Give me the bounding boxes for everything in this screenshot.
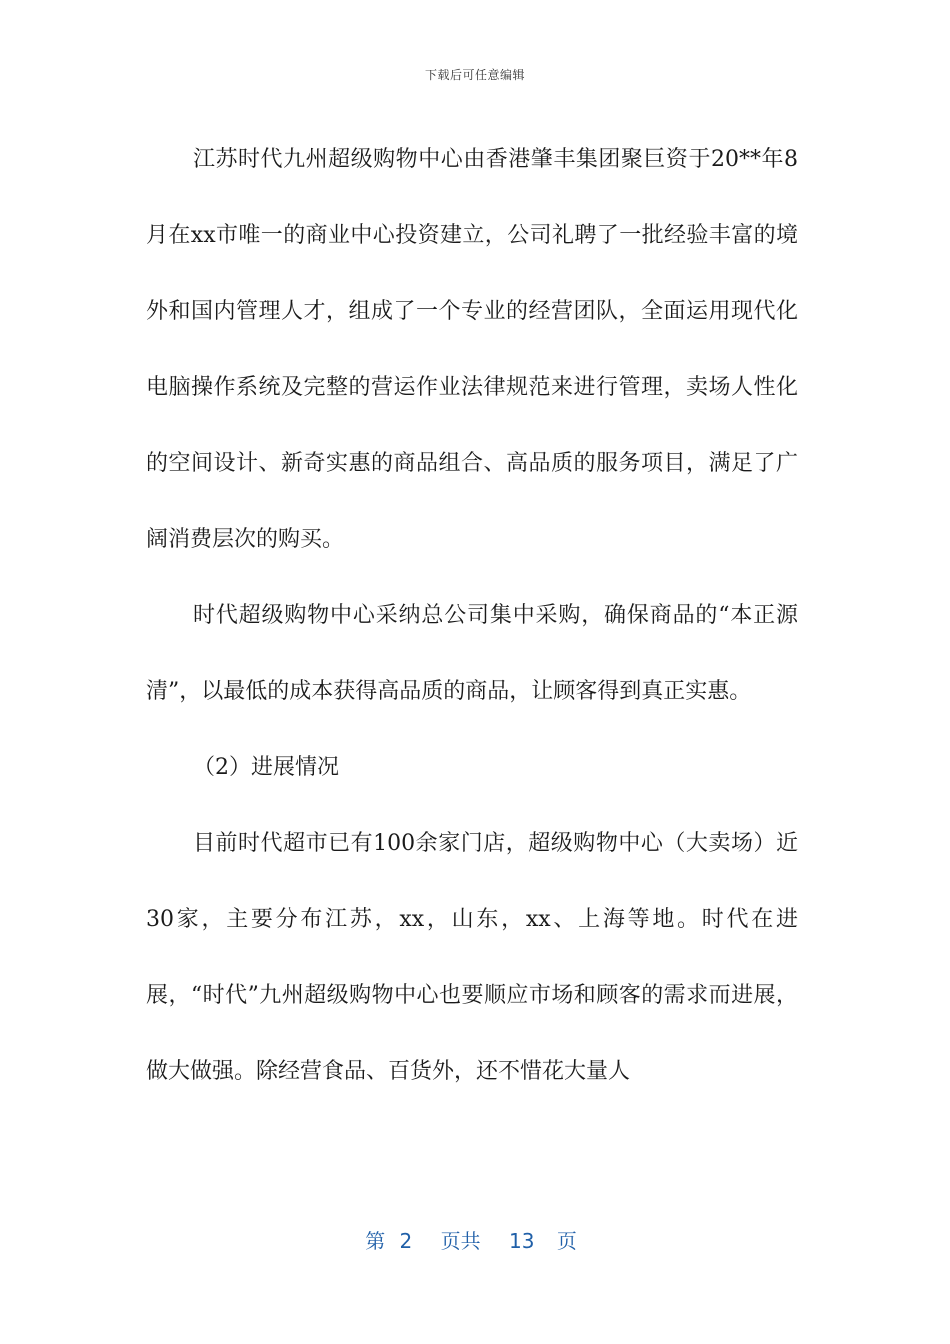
- page-footer: [0, 1225, 950, 1254]
- paragraph-progress: 目前时代超市已有100余家门店，超级购物中心（大卖场）近30家，主要分布江苏，xx，山东，xx、上海等地。时代在进展，“时代”九州超级购物中心也要顺应市场和顾客的需求而进展，做大做强。除经营食品、百货外，还不惜花大量人: [146, 831, 798, 1084]
- footer-page-number: 2: [399, 1229, 413, 1253]
- footer-suffix: 页: [556, 1229, 577, 1253]
- section-heading-progress: （2）进展情况: [193, 755, 339, 780]
- footer-total-pages: 13: [509, 1229, 535, 1253]
- footer-prefix: 第: [365, 1229, 386, 1253]
- paragraph-procurement: 时代超级购物中心采纳总公司集中采购，确保商品的“本正源清”，以最低的成本获得高品质的商品，让顾客得到真正实惠。: [146, 603, 798, 704]
- page-header: 下载后可任意编辑: [424, 68, 525, 82]
- footer-middle: 页共: [440, 1229, 481, 1253]
- document-body: [146, 122, 798, 1110]
- paragraph-company-intro: 江苏时代九州超级购物中心由香港肇丰集团聚巨资于20**年8月在xx市唯一的商业中心投资建立，公司礼聘了一批经验丰富的境外和国内管理人才，组成了一个专业的经营团队，全面运用现代化电脑操作系统及完整的营运作业法律规范来进行管理，卖场人性化的空间设计、新奇实惠的商品组合、高品质的服务项目，满足了广阔消费层次的购买。: [146, 147, 798, 552]
